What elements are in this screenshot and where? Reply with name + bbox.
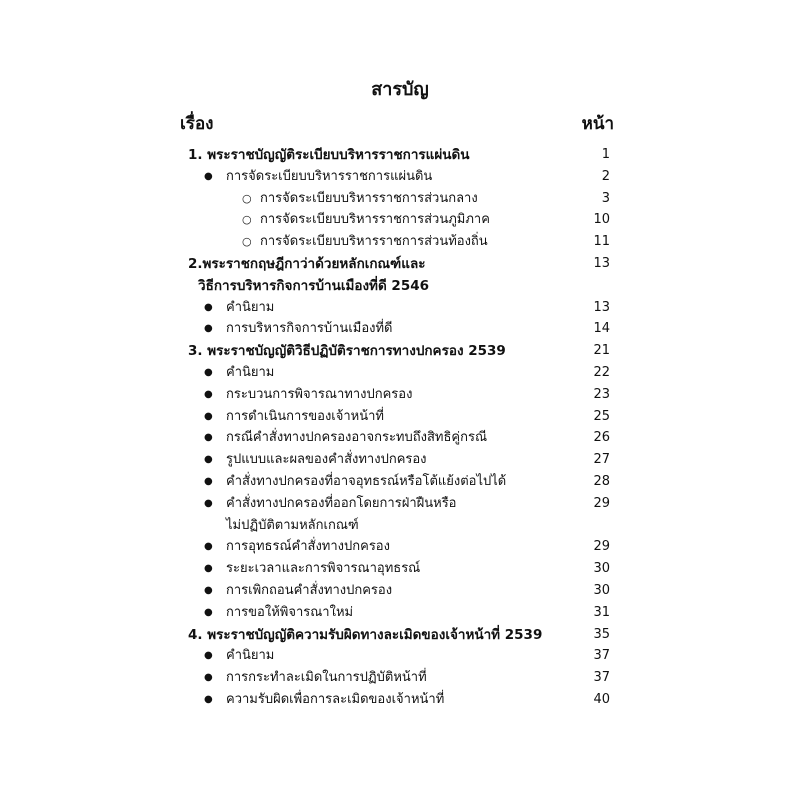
bullet-icon: ● (204, 563, 213, 575)
toc-entry-title: ระยะเวลาและการพิจารณาอุทธรณ์ (226, 561, 421, 577)
toc-entry-page: 37 (593, 648, 610, 664)
toc-entry-title: การเพิกถอนคำสั่งทางปกครอง (226, 583, 393, 598)
toc-entry[interactable] (0, 253, 800, 275)
toc-entry-title: การจัดระเบียบบริหารราชการส่วนภูมิภาค (260, 212, 490, 228)
toc-entry[interactable] (0, 689, 800, 711)
toc-entry-title: การจัดระเบียบบริหารราชการส่วนท้องถิ่น (260, 234, 488, 250)
toc-entry-title: คำนิยาม (226, 648, 275, 664)
toc-entry-page: 27 (593, 452, 610, 468)
toc-entry[interactable] (0, 188, 800, 210)
toc-entry-title: คำนิยาม (226, 299, 275, 315)
toc-entry-title: 3. พระราชบัญญัติวิธีปฏิบัติราชการทางปกครอง 2539 (188, 343, 506, 360)
toc-entry-page: 1 (601, 147, 610, 162)
toc-entry[interactable] (0, 427, 800, 449)
toc-entry-page: 35 (593, 626, 610, 642)
toc-entry-page: 14 (593, 321, 610, 337)
toc-entry-title: รูปแบบและผลของคำสั่งทางปกครอง (226, 452, 427, 468)
toc-entry[interactable] (0, 624, 800, 646)
toc-entry-title: 2.พระราชกฤษฎีกาว่าด้วยหลักเกณฑ์และ (188, 256, 426, 272)
bullet-icon: ● (204, 323, 213, 335)
toc-entry[interactable] (0, 493, 800, 515)
toc-entry-title: การอุทธรณ์คำสั่งทางปกครอง (226, 539, 390, 555)
bullet-icon: ● (204, 606, 213, 618)
toc-entry-title: การดำเนินการของเจ้าหน้าที่ (226, 408, 384, 424)
toc-entry-title: การกระทำละเมิดในการปฏิบัติหน้าที่ (226, 670, 427, 686)
toc-entry-page: 28 (593, 474, 610, 489)
toc-entry-page: 29 (593, 495, 610, 511)
circle-bullet-icon: ○ (242, 213, 252, 227)
toc-entry-title: คำนิยาม (226, 365, 275, 380)
toc-entry-title: กรณีคำสั่งทางปกครองอาจกระทบถึงสิทธิคู่กรณี (226, 430, 488, 446)
bullet-icon: ● (204, 301, 213, 313)
bullet-icon: ● (204, 432, 213, 444)
toc-entry[interactable] (0, 166, 800, 188)
bullet-icon: ● (204, 497, 213, 509)
toc-entry[interactable] (0, 602, 800, 624)
toc-entry[interactable] (0, 558, 800, 580)
toc-entry-page: 37 (593, 670, 610, 686)
toc-entry-page: 25 (593, 408, 610, 424)
toc-entry[interactable] (0, 231, 800, 253)
bullet-icon: ● (204, 672, 213, 684)
toc-entry[interactable] (0, 667, 800, 689)
circle-bullet-icon: ○ (242, 235, 252, 249)
page-title: สารบัญ (371, 79, 429, 100)
toc-entry[interactable] (0, 144, 800, 166)
toc-entry[interactable] (0, 209, 800, 231)
toc-entry-page: 21 (593, 343, 610, 359)
toc-entry[interactable] (0, 362, 800, 384)
bullet-icon: ● (204, 170, 213, 182)
toc-entry-page: 29 (593, 539, 610, 555)
toc-entry[interactable] (0, 384, 800, 406)
bullet-icon: ● (204, 388, 213, 400)
bullet-icon: ● (204, 650, 213, 662)
bullet-icon: ● (204, 694, 213, 705)
toc-entry-title: วิธีการบริหารกิจการบ้านเมืองที่ดี 2546 (198, 277, 429, 294)
toc-entry[interactable] (0, 449, 800, 471)
toc-entry-page: 11 (593, 234, 610, 250)
bullet-icon: ● (204, 454, 213, 466)
toc-entry[interactable] (0, 340, 800, 362)
toc-entry[interactable] (0, 297, 800, 319)
toc-entry-title: คำสั่งทางปกครองที่อาจอุทธรณ์หรือโต้แย้งต่อไปได้ (226, 474, 507, 489)
toc-entry-title: ไม่ปฏิบัติตามหลักเกณฑ์ (226, 517, 359, 533)
toc-entry-page: 22 (593, 365, 610, 380)
toc-entry[interactable] (0, 580, 800, 602)
toc-entry-title: 4. พระราชบัญญัติความรับผิดทางละเมิดของเจ้าหน้าที่ 2539 (188, 626, 543, 643)
toc-entry-page: 13 (593, 256, 610, 271)
toc-entry[interactable] (0, 471, 800, 493)
bullet-icon: ● (204, 367, 213, 378)
toc-entry-page: 40 (593, 692, 610, 707)
bullet-icon: ● (204, 476, 213, 487)
toc-entry-page: 31 (593, 604, 610, 620)
toc-entry[interactable] (0, 645, 800, 667)
toc-entry-page: 10 (593, 212, 610, 228)
toc-entry-page: 30 (593, 561, 610, 577)
toc-entry-page: 2 (601, 168, 610, 184)
column-header-page: หน้า (581, 114, 614, 134)
circle-bullet-icon: ○ (242, 191, 252, 205)
toc-entry-title: กระบวนการพิจารณาทางปกครอง (226, 386, 413, 402)
toc-entry-title: การจัดระเบียบบริหารราชการส่วนกลาง (260, 190, 478, 206)
bullet-icon: ● (204, 541, 213, 553)
column-header-topic: เรื่อง (180, 114, 214, 134)
bullet-icon: ● (204, 585, 213, 596)
toc-entry[interactable] (0, 536, 800, 558)
bullet-icon: ● (204, 410, 213, 422)
toc-entry[interactable] (0, 515, 800, 537)
toc-entry-page: 30 (593, 583, 610, 598)
toc-entry[interactable] (0, 406, 800, 428)
toc-entry-page: 3 (601, 190, 610, 206)
toc-entry-title: การจัดระเบียบบริหารราชการแผ่นดิน (226, 168, 433, 184)
toc-entry-title: ความรับผิดเพื่อการละเมิดของเจ้าหน้าที่ (226, 692, 445, 707)
toc-entry-page: 26 (593, 430, 610, 446)
toc-entry[interactable] (0, 275, 800, 297)
toc-entry-title: 1. พระราชบัญญัติระเบียบบริหารราชการแผ่นดิน (188, 147, 470, 163)
toc-entry-page: 13 (593, 299, 610, 315)
toc-entry-page: 23 (593, 386, 610, 402)
toc-entry-title: คำสั่งทางปกครองที่ออกโดยการฝ่าฝืนหรือ (226, 495, 457, 511)
toc-entry-title: การบริหารกิจการบ้านเมืองที่ดี (226, 321, 393, 337)
toc-entry[interactable] (0, 318, 800, 340)
toc-entry-title: การขอให้พิจารณาใหม่ (226, 604, 354, 620)
